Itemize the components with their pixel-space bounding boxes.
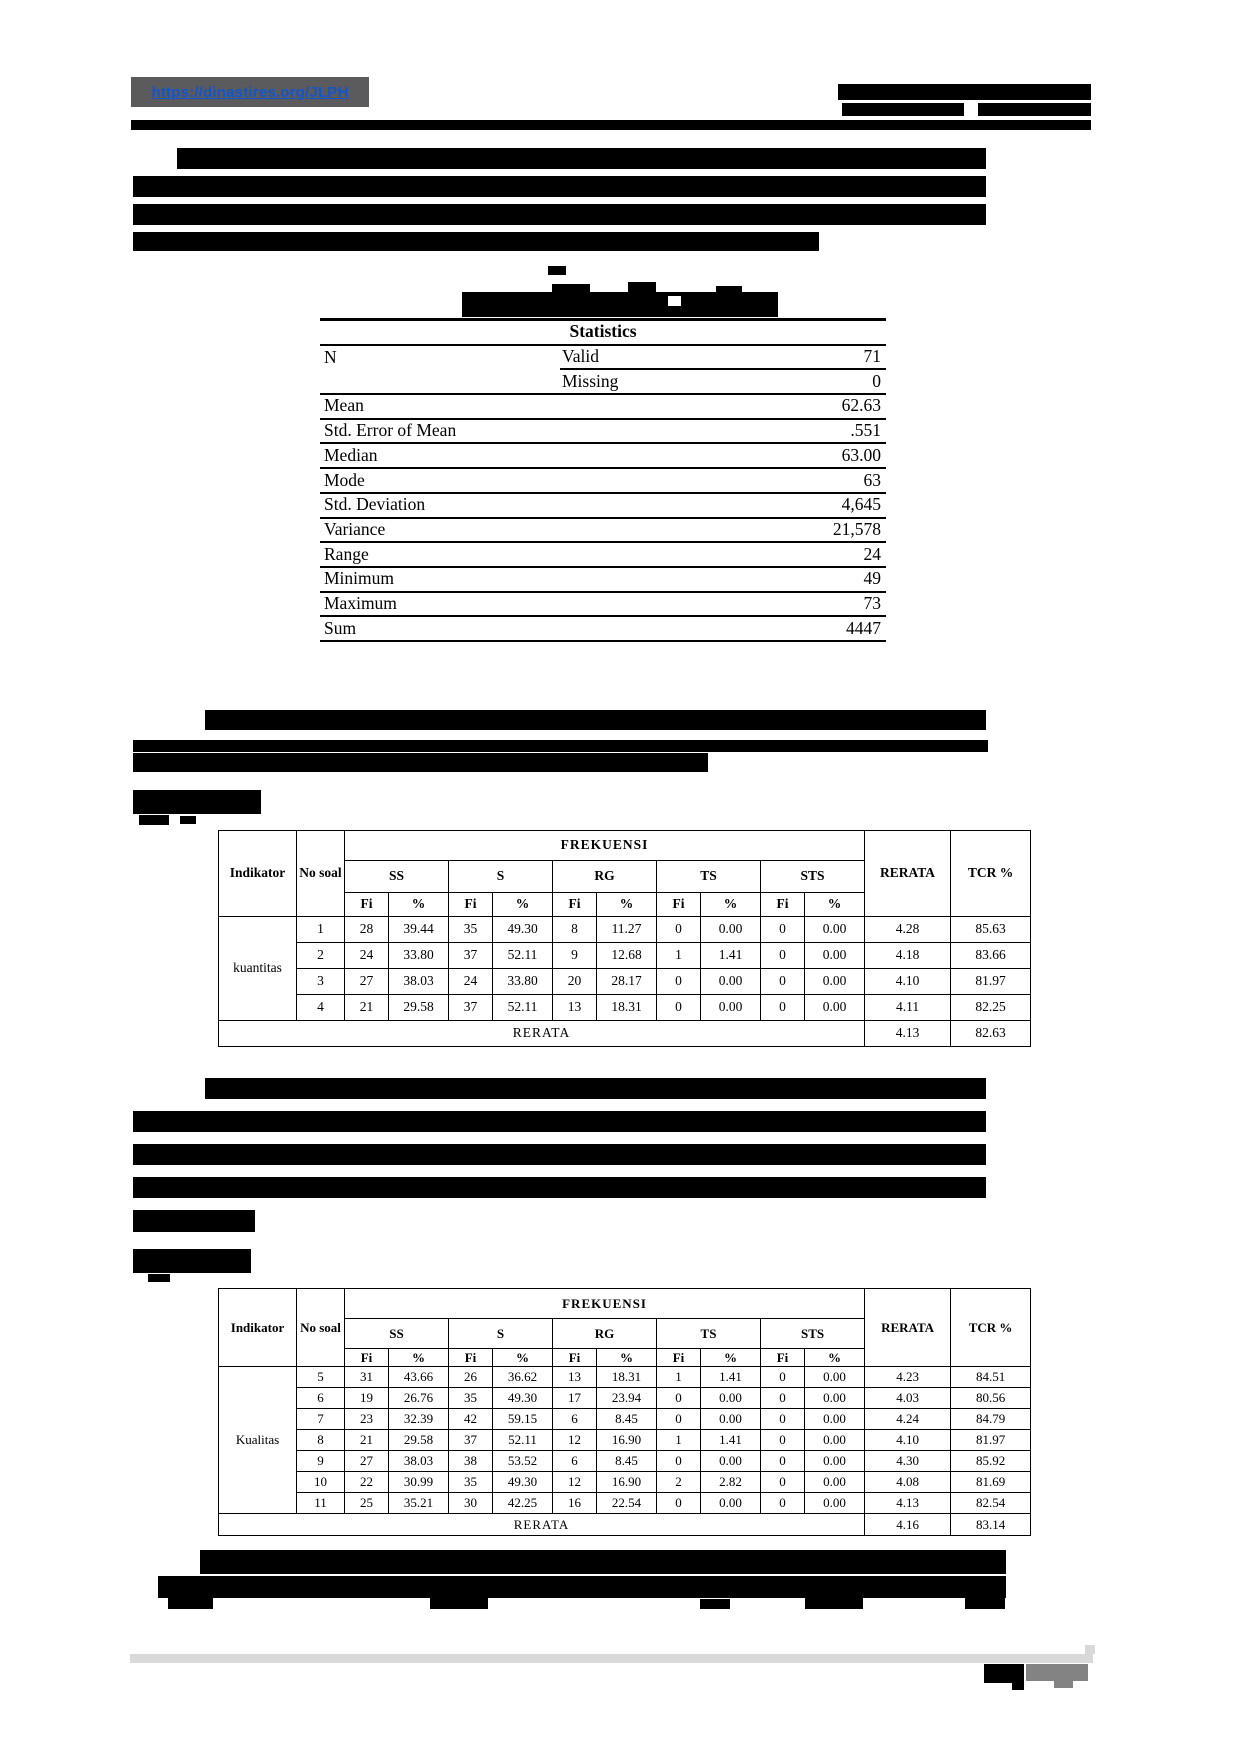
redacted-text-line — [133, 1111, 986, 1132]
stat-value: 4,645 — [738, 493, 886, 518]
freq-cell: 35 — [449, 1388, 493, 1409]
freq-cell: 30 — [449, 1493, 493, 1514]
freq-cell: 2 — [657, 1472, 701, 1493]
freq-cell: 13 — [553, 995, 597, 1021]
freq-cell: 12 — [553, 1472, 597, 1493]
col-indikator: Indikator — [219, 1289, 297, 1367]
stat-sublabel: Valid — [560, 345, 738, 370]
stat-label: Sum — [320, 616, 560, 641]
col-frekuensi: FREKUENSI — [345, 831, 865, 861]
freq-cell: 4.10 — [865, 1430, 951, 1451]
freq-cell: 0.00 — [805, 1367, 865, 1388]
freq-cell: 4.24 — [865, 1409, 951, 1430]
freq-cell: 27 — [345, 1451, 389, 1472]
freq-cell: 13 — [553, 1367, 597, 1388]
freq-cell: 0 — [761, 1493, 805, 1514]
freq-cell: 0.00 — [805, 995, 865, 1021]
freq-cell: 37 — [449, 1430, 493, 1451]
statistics-table — [320, 318, 886, 642]
freq-cell: 82.25 — [951, 995, 1031, 1021]
freq-cell: 9 — [297, 1451, 345, 1472]
stat-label: Range — [320, 542, 560, 567]
freq-cell: 19 — [345, 1388, 389, 1409]
freq-cell: 80.56 — [951, 1388, 1031, 1409]
freq-cell: 0 — [761, 1451, 805, 1472]
col-group: TS — [657, 861, 761, 893]
rerata-row-tcr: 82.63 — [951, 1021, 1031, 1047]
freq-cell: 11.27 — [597, 917, 657, 943]
freq-cell: 6 — [553, 1409, 597, 1430]
redacted-text-line — [133, 753, 708, 772]
stat-label: Variance — [320, 518, 560, 543]
col-group: STS — [761, 1319, 865, 1349]
freq-cell: 8.45 — [597, 1451, 657, 1472]
freq-cell: 38.03 — [389, 1451, 449, 1472]
freq-cell: 0.00 — [701, 1409, 761, 1430]
footer-rule — [130, 1654, 1093, 1663]
redacted-text-line — [158, 1576, 1006, 1598]
col-subheader: % — [389, 893, 449, 917]
header-link-highlight — [131, 77, 369, 107]
freq-cell: 38.03 — [389, 969, 449, 995]
freq-cell: 11 — [297, 1493, 345, 1514]
freq-cell: 6 — [553, 1451, 597, 1472]
freq-cell: 0.00 — [805, 1472, 865, 1493]
freq-cell: 43.66 — [389, 1367, 449, 1388]
redacted-heading — [180, 816, 196, 824]
col-tcr: TCR % — [951, 831, 1031, 917]
freq-cell: 4.30 — [865, 1451, 951, 1472]
indicator-label: kuantitas — [219, 917, 297, 1021]
header-link[interactable]: https://dinastires.org/JLPH — [151, 83, 349, 101]
col-no-soal: No soal — [297, 1289, 345, 1367]
freq-cell: 1.41 — [701, 1430, 761, 1451]
col-group: RG — [553, 861, 657, 893]
freq-cell: 1 — [657, 943, 701, 969]
freq-cell: 4.23 — [865, 1367, 951, 1388]
freq-cell: 0 — [761, 995, 805, 1021]
freq-cell: 0.00 — [701, 917, 761, 943]
freq-cell: 17 — [553, 1388, 597, 1409]
caption-scan-gap — [668, 296, 681, 306]
freq-cell: 4.28 — [865, 917, 951, 943]
redacted-text-line — [133, 1177, 986, 1198]
col-indikator: Indikator — [219, 831, 297, 917]
freq-cell: 0 — [657, 1388, 701, 1409]
stat-value: .551 — [738, 419, 886, 444]
freq-cell: 21 — [345, 1430, 389, 1451]
freq-cell: 49.30 — [493, 917, 553, 943]
redacted-table-caption — [552, 284, 590, 294]
stat-label: Median — [320, 443, 560, 468]
redacted-heading — [133, 790, 261, 814]
freq-cell: 85.92 — [951, 1451, 1031, 1472]
freq-cell: 23.94 — [597, 1388, 657, 1409]
col-subheader: % — [389, 1349, 449, 1367]
redacted-heading — [148, 1274, 170, 1282]
freq-cell: 16.90 — [597, 1472, 657, 1493]
freq-cell: 4.11 — [865, 995, 951, 1021]
freq-cell: 52.11 — [493, 943, 553, 969]
col-tcr: TCR % — [951, 1289, 1031, 1367]
stat-label: Minimum — [320, 567, 560, 592]
freq-cell: 30.99 — [389, 1472, 449, 1493]
freq-cell: 52.11 — [493, 995, 553, 1021]
stat-value: 24 — [738, 542, 886, 567]
redacted-heading — [139, 815, 169, 825]
redacted-fragment — [168, 1598, 213, 1609]
stat-value: 21,578 — [738, 518, 886, 543]
rerata-row-label: RERATA — [219, 1514, 865, 1536]
stat-label: Std. Error of Mean — [320, 419, 560, 444]
freq-cell: 22.54 — [597, 1493, 657, 1514]
col-subheader: Fi — [345, 1349, 389, 1367]
freq-cell: 20 — [553, 969, 597, 995]
stat-label: Std. Deviation — [320, 493, 560, 518]
col-subheader: Fi — [761, 1349, 805, 1367]
col-subheader: % — [493, 1349, 553, 1367]
freq-cell: 37 — [449, 995, 493, 1021]
indicator-label: Kualitas — [219, 1367, 297, 1514]
freq-cell: 53.52 — [493, 1451, 553, 1472]
freq-cell: 8 — [553, 917, 597, 943]
redacted-heading — [133, 1249, 251, 1273]
freq-cell: 0.00 — [701, 1493, 761, 1514]
freq-cell: 24 — [345, 943, 389, 969]
freq-cell: 0 — [657, 969, 701, 995]
stat-value: 71 — [738, 345, 886, 370]
footer-page-label — [1026, 1664, 1088, 1681]
freq-cell: 1 — [657, 1430, 701, 1451]
col-subheader: Fi — [657, 893, 701, 917]
freq-cell: 0.00 — [805, 1493, 865, 1514]
col-no-soal: No soal — [297, 831, 345, 917]
col-subheader: % — [701, 893, 761, 917]
freq-cell: 0 — [761, 1367, 805, 1388]
freq-cell: 2.82 — [701, 1472, 761, 1493]
col-group: STS — [761, 861, 865, 893]
col-subheader: % — [597, 893, 657, 917]
freq-cell: 29.58 — [389, 995, 449, 1021]
freq-cell: 0.00 — [805, 1451, 865, 1472]
stats-title: Statistics — [320, 320, 886, 345]
stat-value: 63 — [738, 468, 886, 493]
frequency-table-kualitas — [218, 1288, 1031, 1536]
freq-cell: 8 — [297, 1430, 345, 1451]
col-subheader: % — [597, 1349, 657, 1367]
redacted-journal-info — [978, 103, 1091, 116]
freq-cell: 0 — [761, 969, 805, 995]
freq-cell: 35.21 — [389, 1493, 449, 1514]
freq-cell: 0 — [761, 1409, 805, 1430]
freq-cell: 24 — [449, 969, 493, 995]
redacted-text-line — [205, 1078, 986, 1099]
freq-cell: 5 — [297, 1367, 345, 1388]
redacted-text-line — [205, 710, 986, 730]
col-group: SS — [345, 861, 449, 893]
redacted-fragment — [430, 1598, 488, 1609]
freq-cell: 4.08 — [865, 1472, 951, 1493]
redacted-table-caption — [716, 286, 742, 294]
freq-cell: 18.31 — [597, 1367, 657, 1388]
freq-cell: 52.11 — [493, 1430, 553, 1451]
freq-cell: 18.31 — [597, 995, 657, 1021]
freq-cell: 85.63 — [951, 917, 1031, 943]
freq-cell: 42 — [449, 1409, 493, 1430]
freq-cell: 1.41 — [701, 943, 761, 969]
freq-cell: 0 — [761, 1388, 805, 1409]
stat-value: 4447 — [738, 616, 886, 641]
freq-cell: 16 — [553, 1493, 597, 1514]
freq-cell: 81.97 — [951, 969, 1031, 995]
freq-cell: 0.00 — [701, 969, 761, 995]
col-subheader: Fi — [449, 893, 493, 917]
freq-cell: 0 — [657, 1409, 701, 1430]
rerata-row-value: 4.13 — [865, 1021, 951, 1047]
freq-cell: 7 — [297, 1409, 345, 1430]
col-frekuensi: FREKUENSI — [345, 1289, 865, 1319]
freq-cell: 84.51 — [951, 1367, 1031, 1388]
freq-cell: 0 — [761, 943, 805, 969]
stat-sublabel: Missing — [560, 369, 738, 394]
stat-label: Mean — [320, 394, 560, 419]
freq-cell: 3 — [297, 969, 345, 995]
freq-cell: 1.41 — [701, 1367, 761, 1388]
stat-label: N — [324, 346, 337, 367]
redacted-text-line — [133, 740, 988, 752]
freq-cell: 8.45 — [597, 1409, 657, 1430]
freq-cell: 26.76 — [389, 1388, 449, 1409]
freq-cell: 1 — [657, 1367, 701, 1388]
redacted-text-line — [133, 204, 986, 225]
freq-cell: 0.00 — [805, 969, 865, 995]
frequency-table-kuantitas — [218, 830, 1031, 1047]
col-subheader: % — [805, 1349, 865, 1367]
freq-cell: 35 — [449, 1472, 493, 1493]
stat-label: Maximum — [320, 592, 560, 617]
freq-cell: 0.00 — [701, 1451, 761, 1472]
freq-cell: 0.00 — [805, 917, 865, 943]
freq-cell: 81.97 — [951, 1430, 1031, 1451]
freq-cell: 0.00 — [805, 1388, 865, 1409]
freq-cell: 0.00 — [701, 995, 761, 1021]
freq-cell: 10 — [297, 1472, 345, 1493]
freq-cell: 0 — [761, 1430, 805, 1451]
freq-cell: 37 — [449, 943, 493, 969]
stat-value: 0 — [738, 369, 886, 394]
freq-cell: 25 — [345, 1493, 389, 1514]
freq-cell: 12 — [553, 1430, 597, 1451]
freq-cell: 4.18 — [865, 943, 951, 969]
freq-cell: 33.80 — [389, 943, 449, 969]
rerata-row-value: 4.16 — [865, 1514, 951, 1536]
redacted-journal-title — [838, 84, 1091, 100]
freq-cell: 49.30 — [493, 1472, 553, 1493]
rerata-row-label: RERATA — [219, 1021, 865, 1047]
freq-cell: 23 — [345, 1409, 389, 1430]
stat-label — [320, 369, 560, 394]
freq-cell: 38 — [449, 1451, 493, 1472]
freq-cell: 36.62 — [493, 1367, 553, 1388]
freq-cell: 0 — [761, 917, 805, 943]
freq-cell: 12.68 — [597, 943, 657, 969]
col-subheader: % — [493, 893, 553, 917]
redacted-text-line — [177, 148, 986, 169]
freq-cell: 49.30 — [493, 1388, 553, 1409]
col-subheader: Fi — [657, 1349, 701, 1367]
col-group: SS — [345, 1319, 449, 1349]
freq-cell: 31 — [345, 1367, 389, 1388]
freq-cell: 81.69 — [951, 1472, 1031, 1493]
redacted-text-line — [133, 176, 986, 197]
stat-value: 62.63 — [738, 394, 886, 419]
stat-value: 73 — [738, 592, 886, 617]
freq-cell: 0 — [657, 995, 701, 1021]
freq-cell: 16.90 — [597, 1430, 657, 1451]
freq-cell: 0 — [761, 1472, 805, 1493]
col-group: RG — [553, 1319, 657, 1349]
freq-cell: 0.00 — [805, 943, 865, 969]
freq-cell: 84.79 — [951, 1409, 1031, 1430]
freq-cell: 4.03 — [865, 1388, 951, 1409]
freq-cell: 6 — [297, 1388, 345, 1409]
freq-cell: 21 — [345, 995, 389, 1021]
col-subheader: Fi — [553, 893, 597, 917]
redacted-journal-info — [842, 103, 964, 116]
freq-cell: 0 — [657, 1451, 701, 1472]
col-group: TS — [657, 1319, 761, 1349]
col-subheader: % — [701, 1349, 761, 1367]
redacted-text-line — [133, 1210, 255, 1232]
stat-value: 63.00 — [738, 443, 886, 468]
col-subheader: Fi — [553, 1349, 597, 1367]
redacted-fragment — [700, 1599, 730, 1609]
freq-cell: 0 — [657, 1493, 701, 1514]
col-rerata: RERATA — [865, 831, 951, 917]
freq-cell: 32.39 — [389, 1409, 449, 1430]
footer-rule-notch — [1085, 1645, 1095, 1654]
col-subheader: Fi — [761, 893, 805, 917]
freq-cell: 4.10 — [865, 969, 951, 995]
redacted-fragment — [805, 1598, 863, 1609]
freq-cell: 42.25 — [493, 1493, 553, 1514]
freq-cell: 9 — [553, 943, 597, 969]
redacted-page-number — [1012, 1681, 1024, 1690]
freq-cell: 0 — [657, 917, 701, 943]
freq-cell: 29.58 — [389, 1430, 449, 1451]
freq-cell: 1 — [297, 917, 345, 943]
freq-cell: 22 — [345, 1472, 389, 1493]
redacted-text-line — [200, 1550, 1006, 1574]
freq-cell: 39.44 — [389, 917, 449, 943]
col-subheader: % — [805, 893, 865, 917]
freq-cell: 0.00 — [701, 1388, 761, 1409]
rerata-row-tcr: 83.14 — [951, 1514, 1031, 1536]
freq-cell: 59.15 — [493, 1409, 553, 1430]
col-group: S — [449, 1319, 553, 1349]
stat-label: Mode — [320, 468, 560, 493]
redacted-fragment — [548, 266, 566, 275]
freq-cell: 82.54 — [951, 1493, 1031, 1514]
freq-cell: 27 — [345, 969, 389, 995]
col-rerata: RERATA — [865, 1289, 951, 1367]
redacted-table-caption — [628, 282, 656, 294]
freq-cell: 28.17 — [597, 969, 657, 995]
freq-cell: 26 — [449, 1367, 493, 1388]
redacted-text-line — [133, 1144, 986, 1165]
freq-cell: 33.80 — [493, 969, 553, 995]
freq-cell: 2 — [297, 943, 345, 969]
redacted-fragment — [965, 1598, 1005, 1609]
redacted-text-line — [133, 232, 819, 251]
freq-cell: 4.13 — [865, 1493, 951, 1514]
col-subheader: Fi — [345, 893, 389, 917]
freq-cell: 83.66 — [951, 943, 1031, 969]
footer-page-label — [1054, 1681, 1073, 1688]
col-subheader: Fi — [449, 1349, 493, 1367]
stat-value: 49 — [738, 567, 886, 592]
freq-cell: 35 — [449, 917, 493, 943]
col-group: S — [449, 861, 553, 893]
freq-cell: 0.00 — [805, 1430, 865, 1451]
redacted-table-caption — [462, 292, 778, 317]
freq-cell: 28 — [345, 917, 389, 943]
freq-cell: 0.00 — [805, 1409, 865, 1430]
freq-cell: 4 — [297, 995, 345, 1021]
header-rule — [131, 120, 1091, 130]
